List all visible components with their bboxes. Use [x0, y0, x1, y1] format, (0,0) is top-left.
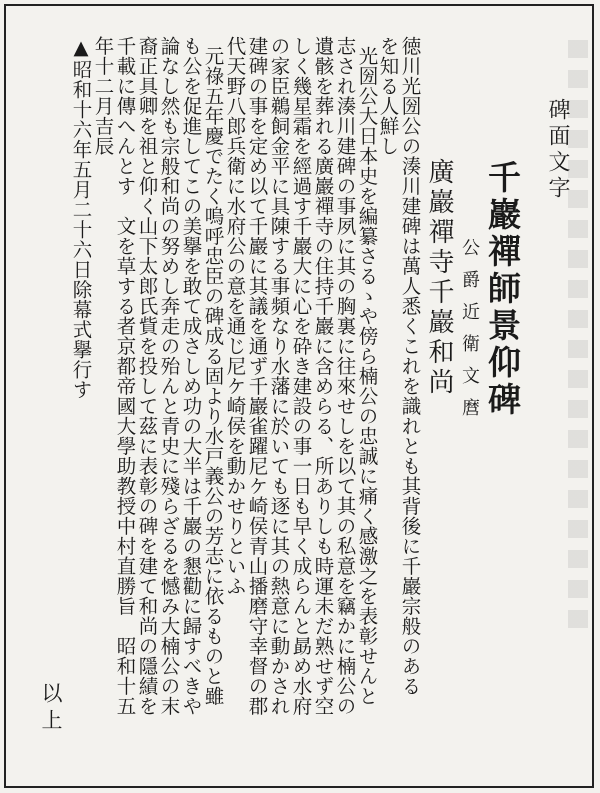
temple-line: 廣巖禪寺千巖和尚	[424, 158, 454, 398]
body-column: 遺骸を葬れる廣巖禪寺の住持千巖に含めらる、所ありしも時運未だ熟せず空	[311, 36, 335, 716]
body-column: 代天野八郎兵衛に水府公の意を通じ尼ケ崎侯を動かせりといふ	[223, 36, 247, 596]
body-column: 論なし然も宗般和尚の努めし奔走の殆んと青史に殘らざるを憾み大楠公の末	[157, 36, 181, 716]
author-line: 公爵近衛文麿	[459, 238, 480, 430]
body-column: 建碑の事を定め以て千巖に其議を通ず千巖雀躍尼ケ崎侯青山播磨守幸督の郡	[245, 36, 269, 716]
body-column: 元祿五年慶でたく嗚呼忠臣の碑成る固より水戸義公の芳志に依るものと雖	[201, 46, 225, 706]
closing-mark: 以上	[39, 682, 63, 736]
body-column: 徳川光圀公の湊川建碑は萬人悉くこれを識れとも其背後に千巖宗般のある	[398, 36, 422, 696]
body-column: 年十二月吉辰	[91, 36, 115, 156]
body-column: も公を促進してこの美擧を敢て成さしめ功の大半は千巖の懇勸に歸すべきや	[179, 36, 203, 716]
body-column: ▲昭和十六年五月二十六日除幕式擧行す	[69, 36, 93, 400]
body-column: 千載に傳へんとす 文を草する者京都帝國大學助教授中村直勝旨 昭和十五	[113, 36, 137, 716]
show-through-shadow	[568, 40, 588, 640]
inscription-heading: 碑面文字	[545, 98, 570, 202]
body-column: 光圀公大日本史を編纂さるゝや傍ら楠公の忠誠に痛く感激之を表彰せんと	[355, 46, 379, 706]
body-column: しく幾星霜を經過す千巖大に心を砕き建設の事一日も早く成らんと勗め水府	[289, 36, 313, 716]
body-column: 裔正具卿を祖と仰く山下太郎氏貲を投して茲に表彰の碑を建て和尚の隱績を	[135, 36, 159, 716]
body-column: 志され湊川建碑の事夙に其の胸裏に往來せしを以て其の私意を竊かに楠公の	[333, 36, 357, 716]
body-column: の家臣鵜飼金平に具陳する事頻なり水藩に於いても逐に其の熱意に動かされ	[267, 36, 291, 716]
monument-title: 千巖禪師景仰碑	[483, 160, 522, 419]
body-column: を知る人鮮し	[376, 36, 400, 156]
